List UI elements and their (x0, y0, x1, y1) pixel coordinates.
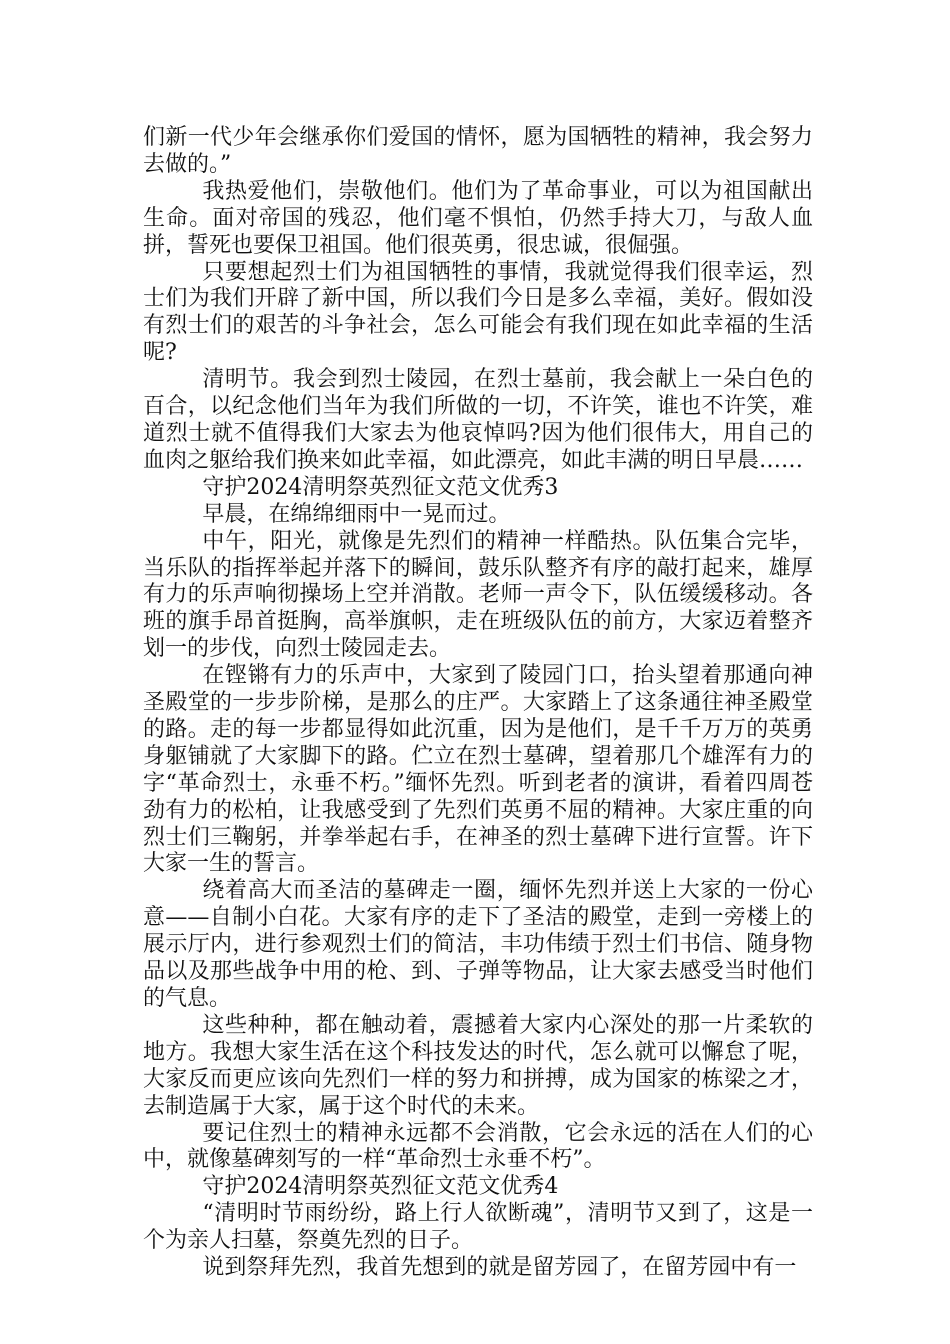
paragraph: 清明节。我会到烈士陵园，在烈士墓前，我会献上一朵白色的百合，以纪念他们当年为我们所做的一切，不许笑，谁也不许笑，难道烈士就不值得我们大家去为他哀悼吗?因为他们很伟大，用自己的血肉之躯给我们换来如此幸福，如此漂亮，如此丰满的明日早晨…… (143, 367, 813, 473)
section-heading-3: 守护2024清明祭英烈征文范文优秀3 (202, 474, 559, 500)
paragraph: “清明时节雨纷纷，路上行人欲断魂”，清明节又到了，这是一个为亲人扫墓，祭奠先烈的日子。 (143, 1201, 813, 1254)
paragraph: 绕着高大而圣洁的墓碑走一圈，缅怀先烈并送上大家的一份心意——自制小白花。大家有序的走下了圣洁的殿堂，走到一旁楼上的展示厅内，进行参观烈士们的简洁，丰功伟绩于烈士们书信、随身物品以及那些战争中用的枪、到、子弹等物品，让大家去感受当时他们的气息。 (143, 878, 813, 1011)
paragraph: 早晨，在绵绵细雨中一晃而过。 (202, 501, 511, 527)
paragraph: 这些种种，都在触动着，震撼着大家内心深处的那一片柔软的地方。我想大家生活在这个科技发达的时代，怎么就可以懈怠了呢，大家反而更应该向先烈们一样的努力和拼搏，成为国家的栋梁之才，去制造属于大家，属于这个时代的未来。 (143, 1012, 813, 1119)
paragraph: 在铿锵有力的乐声中，大家到了陵园门口，抬头望着那通向神圣殿堂的一步步阶梯，是那么的庄严。大家踏上了这条通往神圣殿堂的路。走的每一步都显得如此沉重，因为是他们，是千千万万的英勇身躯铺就了大家脚下的路。伫立在烈士墓碑，望着那几个雄浑有力的字“革命烈士，永垂不朽。”缅怀先烈。听到老者的演讲，看着四周苍劲有力的松柏，让我感受到了先烈们英勇不屈的精神。大家庄重的向烈士们三鞠躬，并拳举起右手，在神圣的烈士墓碑下进行宣誓。许下大家一生的誓言。 (143, 663, 813, 877)
paragraph: 我热爱他们，崇敬他们。他们为了革命事业，可以为祖国献出生命。面对帝国的残忍，他们毫不惧怕，仍然手持大刀，与敌人血拼，誓死也要保卫祖国。他们很英勇，很忠诚，很倔强。 (143, 178, 813, 258)
paragraph: 说到祭拜先烈，我首先想到的就是留芳园了，在留芳园中有一 (202, 1255, 797, 1281)
paragraph: 要记住烈士的精神永远都不会消散，它会永远的活在人们的心中，就像墓碑刻写的一样“革命烈士永垂不朽”。 (143, 1120, 813, 1173)
paragraph-continuation: 们新一代少年会继承你们爱国的情怀，愿为国牺牲的精神，我会努力去做的。” (143, 125, 813, 177)
paragraph: 中午，阳光，就像是先烈们的精神一样酷热。队伍集合完毕，当乐队的指挥举起并落下的瞬间，鼓乐队整齐有序的敲打起来，雄厚有力的乐声响彻操场上空并消散。老师一声令下，队伍缓缓移动。各班的旗手昂首挺胸，高举旗帜，走在班级队伍的前方，大家迈着整齐划一的步伐，向烈士陵园走去。 (143, 528, 813, 662)
paragraph: 只要想起烈士们为祖国牺牲的事情，我就觉得我们很幸运，烈士们为我们开辟了新中国，所以我们今日是多么幸福，美好。假如没有烈士们的艰苦的斗争社会，怎么可能会有我们现在如此幸福的生活呢? (143, 259, 813, 366)
section-heading-4: 守护2024清明祭英烈征文范文优秀4 (202, 1174, 559, 1200)
document-body (143, 125, 813, 1282)
